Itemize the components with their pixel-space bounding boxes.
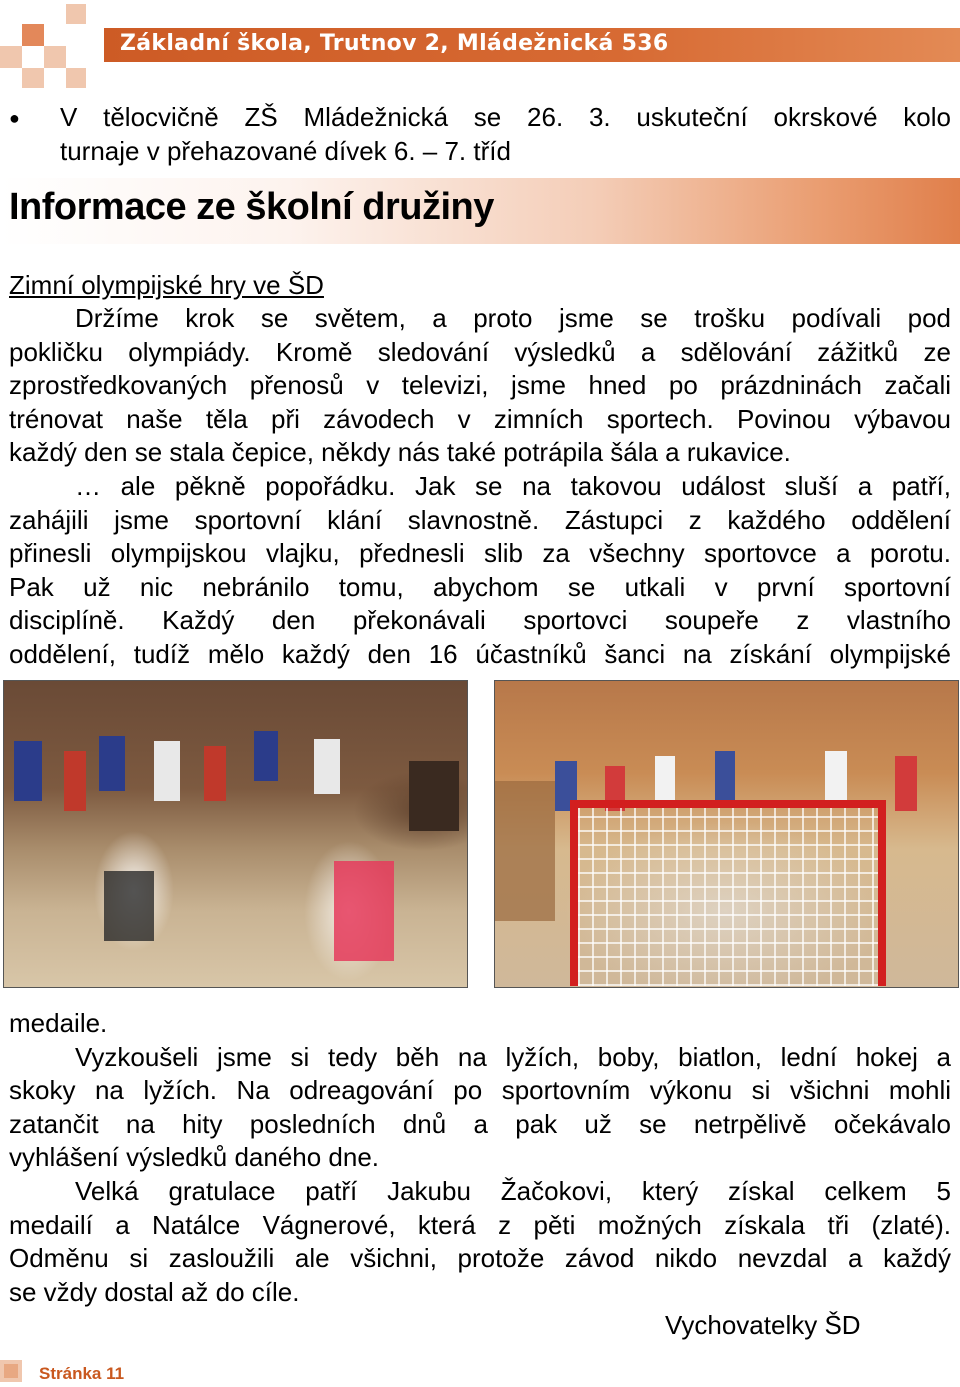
article-line: skoky na lyžích. Na odreagování po sportovním výkonu si všichni mohli [9, 1075, 951, 1105]
article-line: medailí a Natálce Vágnerové, která z pěti možných získala tři (zlaté). [9, 1210, 951, 1240]
article-line: Pak už nic nebránilo tomu, abychom se utkali v první sportovní [9, 572, 951, 602]
article-line: Držíme krok se světem, a proto jsme se trošku podívali pod [75, 303, 951, 333]
floorball-goal [570, 800, 886, 986]
article-line: Vyzkoušeli jsme si tedy běh na lyžích, boby, biatlon, lední hokej a [75, 1042, 951, 1072]
header-title: Základní škola, Trutnov 2, Mládežnická 536 [120, 31, 669, 56]
article-line: trénovat naše těla při závodech v zimních sportech. Povinou výbavou [9, 404, 951, 434]
article-line: zprostředkovaných přenosů v televizi, jsme hned po prázdninách začali [9, 370, 951, 400]
article-line: pokličku olympiády. Kromě sledování výsledků a sdělování zážitků ze [9, 337, 951, 367]
article-subtitle: Zimní olympijské hry ve ŠD [9, 270, 324, 300]
article-line: disciplíně. Každý den překonávali sportovci soupeře z vlastního [9, 605, 951, 635]
article-line: zatančit na hity posledních dnů a pak už se netrpělivě očekávalo [9, 1109, 951, 1139]
bullet-line-2: turnaje v přehazované dívek 6. – 7. tříd [60, 136, 511, 166]
article-line: vyhlášení výsledků daného dne. [9, 1142, 380, 1172]
article-line: Odměnu si zasloužili ale všichni, protože závod nikdo nevzdal a každý [9, 1243, 951, 1273]
article-line: medaile. [9, 1008, 108, 1038]
photo-children-gym [3, 680, 468, 988]
article-line: se vždy dostal až do cíle. [9, 1277, 300, 1307]
page-number: Stránka 11 [39, 1364, 125, 1383]
bullet-line-1: V tělocvičně ZŠ Mládežnická se 26. 3. uskuteční okrskové kolo [60, 102, 951, 132]
article-line: oddělení, tudíž mělo každý den 16 účastníků šanci na získání olympijské [9, 639, 951, 669]
footer-square-inner [4, 1364, 18, 1378]
article-line: … ale pěkně popořádku. Jak se na takovou událost sluší a patří, [75, 471, 951, 501]
header-decoration [0, 0, 120, 90]
article-line: každý den se stala čepice, někdy nás také potrápila šála a rukavice. [9, 437, 791, 467]
bullet-icon: ● [9, 108, 20, 128]
article-line: zahájili jsme sportovní klání slavnostně. Zástupci z každého oddělení [9, 505, 951, 535]
article-line: přinesli olympijskou vlajku, přednesli slib za všechny sportovce a porotu. [9, 538, 951, 568]
section-title: Informace ze školní družiny [9, 186, 494, 228]
article-line: Velká gratulace patří Jakubu Žačokovi, který získal celkem 5 [75, 1176, 951, 1206]
signature: Vychovatelky ŠD [665, 1310, 861, 1340]
